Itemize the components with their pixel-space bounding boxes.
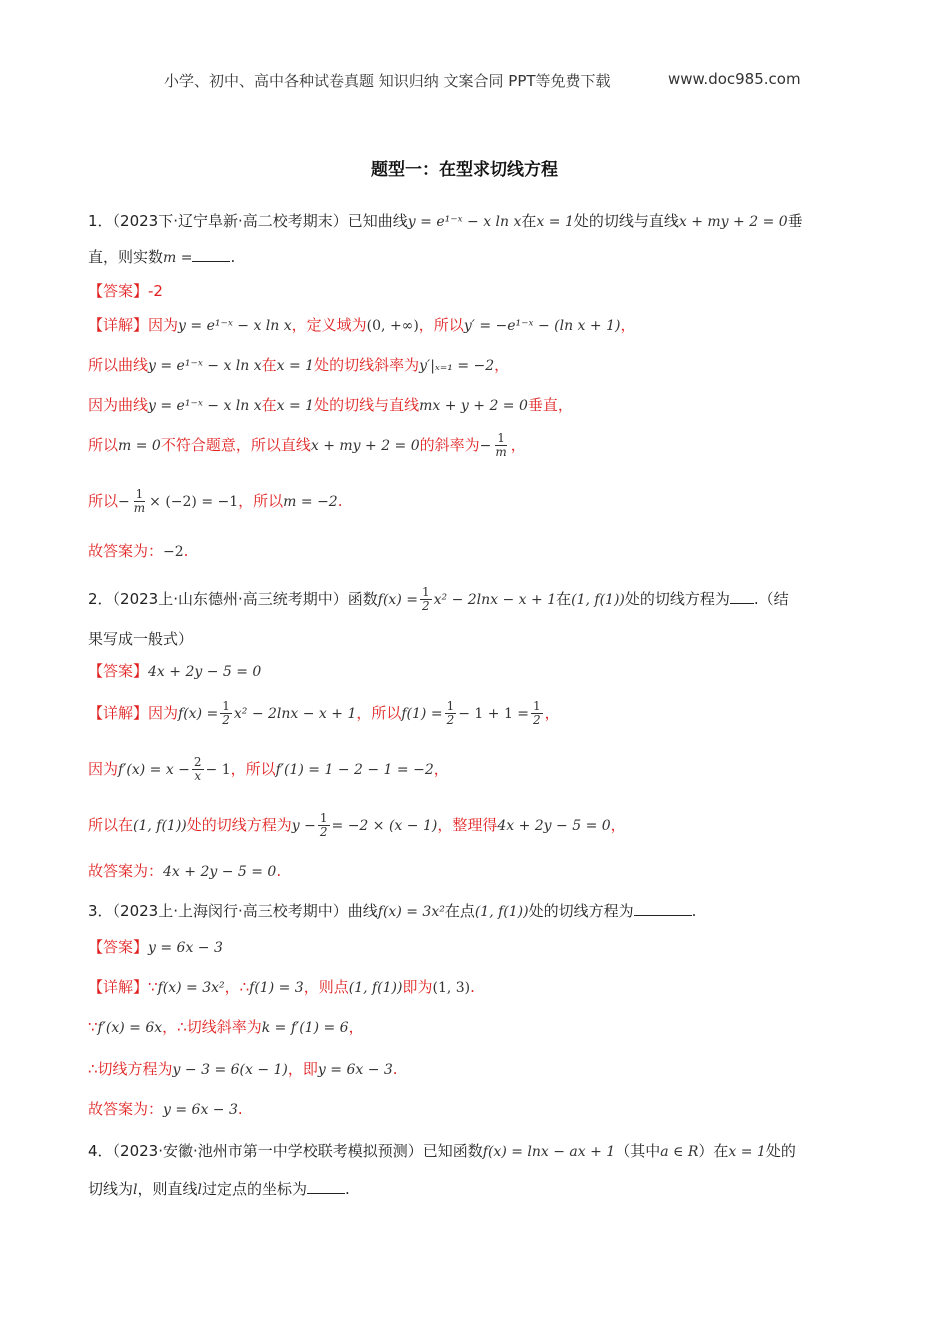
fraction: $\frac{1}{2}$ [222, 699, 230, 727]
math: f′(x) = x − [118, 762, 190, 778]
math: (0, +∞) [366, 318, 419, 334]
q2-final: 故答案为：4x + 2y − 5 = 0. [88, 862, 282, 880]
q3-answer: 【答案】y = 6x − 3 [88, 938, 223, 956]
q1-text: . [230, 248, 236, 266]
q1-text: 垂 [787, 212, 803, 230]
math: x = 1 [276, 398, 315, 414]
fraction: $\frac{1}{m}$ [133, 487, 146, 515]
math: x = 1 [728, 1144, 766, 1160]
q1-text: 处的切线与直线 [573, 212, 679, 230]
math: (1, f(1)) [474, 904, 529, 920]
header-tagline: 小学、初中、高中各种试卷真题 知识归纳 文案合同 PPT等免费下载 [164, 72, 611, 90]
math: 4x + 2y − 5 = 0 [163, 864, 277, 880]
q4-answer-blank [307, 1179, 345, 1194]
math: − [118, 494, 130, 510]
q1-text: 在 [521, 212, 537, 230]
math: 4x + 2y − 5 = 0 [497, 818, 611, 834]
q2-detail-line2: 因为f′(x) = x − $\frac{2}{x}$ − 1，所以f′(1) = 1 − 2 − 1 = −2， [88, 755, 449, 783]
math: f′(1) = 1 − 2 − 1 = −2 [275, 762, 434, 778]
math: f(x) = 3x² [377, 904, 445, 920]
q2-source: （2023上·山东德州·高三统考期中） [112, 590, 348, 608]
math: l [133, 1182, 138, 1198]
math: y = 6x − 3 [163, 1102, 238, 1118]
math: f(1) = 3 [249, 980, 304, 996]
q2-answer-blank [730, 589, 754, 604]
q3-number: 3． [88, 902, 113, 920]
math: x² − 2lnx − x + 1 [433, 592, 557, 608]
q2-number: 2． [88, 590, 113, 608]
q1-detail-line3: 因为曲线y = e¹⁻ˣ − x ln x在x = 1处的切线与直线mx + y + 2 = 0垂直， [88, 396, 573, 414]
detail-label: 【详解】 [88, 316, 149, 334]
q1-detail-line5: 所以− $\frac{1}{m}$ × (−2) = −1，所以m = −2. [88, 487, 343, 515]
math: − 1 [205, 762, 231, 778]
math: x + my + 2 = 0 [310, 438, 420, 454]
math: x = 1 [276, 358, 315, 374]
q1-detail-line2: 所以曲线y = e¹⁻ˣ − x ln x在x = 1处的切线斜率为y′|ₓ₌₁ = −2， [88, 356, 510, 374]
q1-text: 已知曲线 [347, 212, 408, 230]
math: y′ = −e¹⁻ˣ − (ln x + 1) [463, 318, 621, 334]
q3-detail-line1: 【详解】∵f(x) = 3x²，∴f(1) = 3，则点(1, f(1))即为(1, 3). [88, 978, 475, 996]
q2-stem-line2: 果写成一般式） [88, 630, 194, 648]
fraction: $\frac{1}{2}$ [421, 585, 430, 613]
math: f(1) = [401, 706, 443, 722]
math: −2 [163, 544, 184, 560]
math: l [197, 1182, 202, 1198]
math: (1, f(1)) [348, 980, 403, 996]
math: × (−2) = −1 [149, 494, 239, 510]
fraction: $\frac{2}{x}$ [193, 755, 202, 783]
math: f′(x) = 6x [97, 1020, 163, 1036]
math: y − [291, 818, 316, 834]
header-url[interactable]: www.doc985.com [668, 70, 801, 88]
q3-final: 故答案为：y = 6x − 3. [88, 1100, 243, 1118]
q2-detail-line3: 所以在(1, f(1))处的切线方程为y − $\frac{1}{2}$ = −2 × (x − 1)，整理得4x + 2y − 5 = 0， [88, 811, 626, 839]
q2-detail-line1: 【详解】因为f(x) = $\frac{1}{2}$ x² − 2lnx − x + 1，所以f(1) = $\frac{1}{2}$ − 1 + 1 = $\frac{1}{2}$ ， [88, 699, 560, 727]
math: y′|ₓ₌₁ = −2 [419, 358, 495, 374]
q1-math-x1: x = 1 [536, 214, 574, 230]
math: = −2 × (x − 1) [331, 818, 438, 834]
q1-number: 1． [88, 212, 113, 230]
q1-detail-line4: 所以m = 0不符合题意，所以直线x + my + 2 = 0的斜率为− $\frac{1}{m}$ ， [88, 431, 526, 459]
section-title: 题型一：在型求切线方程 [371, 160, 558, 180]
math: x² − 2lnx − x + 1 [233, 706, 357, 722]
math: y = 6x − 3 [317, 1062, 393, 1078]
q2-stem-line1: 2．（2023上·山东德州·高三统考期中）函数f(x) = $\frac{1}{2}$ x² − 2lnx − x + 1在(1, f(1))处的切线方程为 .（结 [88, 585, 789, 613]
q3-answer-blank [634, 901, 692, 916]
q1-answer-blank [192, 247, 230, 262]
answer-label: 【答案】 [88, 282, 149, 300]
q1-source: （2023下·辽宁阜新·高二校考期末） [112, 212, 348, 230]
q1-stem-line1 [88, 210, 803, 231]
math: (1, f(1)) [133, 818, 187, 834]
math: mx + y + 2 = 0 [419, 398, 528, 414]
q4-stem-line1: 4．（2023·安徽·池州市第一中学校联考模拟预测）已知函数f(x) = lnx − ax + 1（其中a ∈ R）在x = 1处的 [88, 1142, 796, 1160]
q1-answer [88, 280, 163, 301]
math: y = e¹⁻ˣ − x ln x [148, 358, 262, 374]
q3-detail-line2: ∵f′(x) = 6x，∴切线斜率为k = f′(1) = 6， [88, 1018, 364, 1036]
math: y = 6x − 3 [148, 940, 223, 956]
math: f(x) = [178, 706, 219, 722]
q4-source: （2023·安徽·池州市第一中学校联考模拟预测） [112, 1142, 423, 1160]
q1-stem-line2 [88, 246, 235, 267]
math: (1, 3) [432, 980, 471, 996]
math: m = −2 [283, 494, 338, 510]
math: f(x) = lnx − ax + 1 [482, 1144, 616, 1160]
q1-math-m: m = [163, 250, 193, 266]
q1-final: 故答案为：−2. [88, 542, 189, 560]
q3-source: （2023上·上海闵行·高三校考期中） [112, 902, 348, 920]
q2-answer: 【答案】4x + 2y − 5 = 0 [88, 662, 262, 680]
q1-answer-value: -2 [148, 282, 163, 300]
q3-stem: 3．（2023上·上海闵行·高三校考期中）曲线f(x) = 3x²在点(1, f(1))处的切线方程为 . [88, 902, 697, 920]
q4-stem-line2: 切线为l，则直线l过定点的坐标为 . [88, 1180, 350, 1198]
q1-math-line: x + my + 2 = 0 [678, 214, 788, 230]
math: y = e¹⁻ˣ − x ln x [148, 398, 262, 414]
math: k = f′(1) = 6 [261, 1020, 349, 1036]
math: a ∈ R [660, 1144, 699, 1160]
q1-text: 直，则实数 [88, 248, 164, 266]
q3-detail-line3: ∴切线方程为y − 3 = 6(x − 1)，即y = 6x − 3. [88, 1060, 398, 1078]
math: y = e¹⁻ˣ − x ln x [178, 318, 292, 334]
q1-detail-line1: 【详解】因为y = e¹⁻ˣ − x ln x，定义域为(0, +∞)，所以y′ = −e¹⁻ˣ − (ln x + 1)， [88, 316, 636, 334]
math: f(x) = 3x² [157, 980, 225, 996]
q1-math-curve: y = e¹⁻ˣ − x ln x [407, 214, 522, 230]
math: m = 0 [118, 438, 161, 454]
q4-number: 4． [88, 1142, 113, 1160]
math: (1, f(1)) [571, 592, 625, 608]
math: 4x + 2y − 5 = 0 [148, 664, 262, 680]
fraction: $\frac{1}{2}$ [319, 811, 328, 839]
fraction: $\frac{1}{m}$ [495, 431, 507, 459]
math: f(x) = [377, 592, 418, 608]
math: − [479, 438, 492, 454]
math: y − 3 = 6(x − 1) [172, 1062, 288, 1078]
fraction: $\frac{1}{2}$ [533, 699, 541, 727]
fraction: $\frac{1}{2}$ [446, 699, 455, 727]
math: − 1 + 1 = [458, 706, 530, 722]
